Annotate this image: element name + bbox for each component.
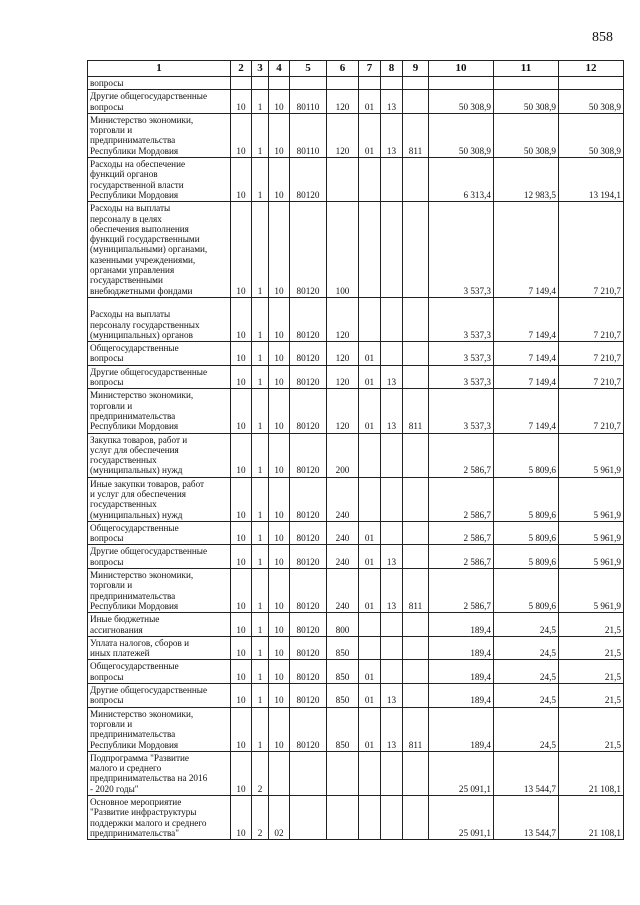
- cell-col-10: 50 308,9: [429, 90, 494, 114]
- row-name-cell: Другие общегосударственные вопросы: [88, 90, 231, 114]
- table-row: [88, 365, 624, 389]
- cell-col-7: 01: [359, 113, 381, 157]
- cell-col-5: 80110: [290, 90, 327, 114]
- cell-col-5: 80120: [290, 389, 327, 433]
- cell-col-3: 1: [252, 660, 269, 684]
- cell-col-5: 80120: [290, 569, 327, 613]
- cell-col-6: 120: [327, 90, 359, 114]
- cell-col-3: 1: [252, 613, 269, 637]
- cell-col-2: 10: [231, 569, 252, 613]
- table-row: [88, 158, 624, 202]
- cell-col-3: 1: [252, 365, 269, 389]
- cell-col-2: 10: [231, 297, 252, 341]
- cell-col-7: 01: [359, 90, 381, 114]
- table-row: [88, 660, 624, 684]
- row-name-cell: Общегосударственные вопросы: [88, 521, 231, 545]
- cell-col-9: [403, 613, 429, 637]
- cell-col-9: [403, 342, 429, 366]
- cell-col-8: [381, 342, 403, 366]
- cell-col-2: [231, 77, 252, 90]
- cell-col-7: [359, 433, 381, 477]
- cell-col-11: 24,5: [494, 707, 559, 751]
- table-row: [88, 636, 624, 660]
- cell-col-5: 80120: [290, 202, 327, 298]
- cell-col-9: [403, 545, 429, 569]
- cell-col-4: 02: [269, 796, 290, 840]
- column-header: 6: [327, 61, 359, 77]
- cell-col-7: [359, 77, 381, 90]
- cell-col-6: 120: [327, 342, 359, 366]
- cell-col-8: [381, 660, 403, 684]
- cell-col-5: 80120: [290, 433, 327, 477]
- cell-col-5: 80120: [290, 477, 327, 521]
- cell-col-8: [381, 158, 403, 202]
- cell-col-6: 120: [327, 365, 359, 389]
- row-name-cell: Иные бюджетные ассигнования: [88, 613, 231, 637]
- cell-col-4: 10: [269, 158, 290, 202]
- cell-col-3: 2: [252, 751, 269, 795]
- table-row: [88, 342, 624, 366]
- cell-col-3: 1: [252, 389, 269, 433]
- cell-col-10: 189,4: [429, 636, 494, 660]
- cell-col-7: 01: [359, 521, 381, 545]
- cell-col-10: 2 586,7: [429, 433, 494, 477]
- cell-col-8: [381, 297, 403, 341]
- cell-col-5: 80120: [290, 158, 327, 202]
- table-row: [88, 613, 624, 637]
- cell-col-4: 10: [269, 569, 290, 613]
- cell-col-12: 5 961,9: [559, 545, 624, 569]
- cell-col-4: 10: [269, 684, 290, 708]
- column-header: 7: [359, 61, 381, 77]
- cell-col-9: 811: [403, 569, 429, 613]
- cell-col-4: 10: [269, 545, 290, 569]
- cell-col-11: [494, 77, 559, 90]
- cell-col-12: 50 308,9: [559, 90, 624, 114]
- cell-col-11: 5 809,6: [494, 545, 559, 569]
- cell-col-12: [559, 77, 624, 90]
- cell-col-7: 01: [359, 569, 381, 613]
- cell-col-9: [403, 521, 429, 545]
- row-name-cell: Министерство экономики, торговли и предпринимательства Республики Мордовия: [88, 569, 231, 613]
- cell-col-10: 3 537,3: [429, 389, 494, 433]
- cell-col-2: 10: [231, 751, 252, 795]
- cell-col-4: 10: [269, 113, 290, 157]
- cell-col-12: 7 210,7: [559, 297, 624, 341]
- cell-col-8: [381, 202, 403, 298]
- cell-col-10: 3 537,3: [429, 297, 494, 341]
- cell-col-4: 10: [269, 365, 290, 389]
- cell-col-6: 100: [327, 202, 359, 298]
- page-number: 858: [592, 30, 613, 45]
- column-header: 2: [231, 61, 252, 77]
- cell-col-11: 7 149,4: [494, 342, 559, 366]
- cell-col-8: 13: [381, 90, 403, 114]
- cell-col-3: 1: [252, 477, 269, 521]
- cell-col-5: 80120: [290, 660, 327, 684]
- column-header: 4: [269, 61, 290, 77]
- table-row: [88, 751, 624, 795]
- cell-col-4: 10: [269, 660, 290, 684]
- cell-col-5: 80120: [290, 342, 327, 366]
- cell-col-12: 21,5: [559, 613, 624, 637]
- cell-col-5: 80120: [290, 636, 327, 660]
- column-header: 12: [559, 61, 624, 77]
- column-header: 3: [252, 61, 269, 77]
- cell-col-11: 7 149,4: [494, 297, 559, 341]
- cell-col-2: 10: [231, 389, 252, 433]
- cell-col-2: 10: [231, 342, 252, 366]
- cell-col-10: 189,4: [429, 707, 494, 751]
- cell-col-2: 10: [231, 90, 252, 114]
- cell-col-7: 01: [359, 707, 381, 751]
- cell-col-12: 21,5: [559, 684, 624, 708]
- cell-col-8: [381, 751, 403, 795]
- cell-col-8: 13: [381, 389, 403, 433]
- cell-col-2: 10: [231, 433, 252, 477]
- cell-col-12: 7 210,7: [559, 365, 624, 389]
- cell-col-4: 10: [269, 342, 290, 366]
- cell-col-7: [359, 158, 381, 202]
- cell-col-3: 1: [252, 707, 269, 751]
- cell-col-11: 7 149,4: [494, 202, 559, 298]
- cell-col-7: [359, 202, 381, 298]
- cell-col-11: 24,5: [494, 613, 559, 637]
- cell-col-7: 01: [359, 684, 381, 708]
- cell-col-3: 2: [252, 796, 269, 840]
- cell-col-4: 10: [269, 707, 290, 751]
- cell-col-5: [290, 796, 327, 840]
- cell-col-5: 80120: [290, 707, 327, 751]
- cell-col-12: 7 210,7: [559, 389, 624, 433]
- row-name-cell: Расходы на выплаты персоналу государственных (муниципальных) органов: [88, 297, 231, 341]
- header-row: [88, 61, 624, 77]
- cell-col-7: 01: [359, 389, 381, 433]
- cell-col-9: 811: [403, 707, 429, 751]
- cell-col-7: [359, 796, 381, 840]
- cell-col-8: 13: [381, 113, 403, 157]
- row-name-cell: Министерство экономики, торговли и предпринимательства Республики Мордовия: [88, 707, 231, 751]
- cell-col-11: 13 544,7: [494, 796, 559, 840]
- row-name-cell: Расходы на обеспечение функций органов государственной власти Республики Мордовия: [88, 158, 231, 202]
- cell-col-6: 240: [327, 477, 359, 521]
- column-header: 5: [290, 61, 327, 77]
- cell-col-4: 10: [269, 477, 290, 521]
- cell-col-5: 80120: [290, 613, 327, 637]
- cell-col-5: [290, 751, 327, 795]
- row-name-cell: Другие общегосударственные вопросы: [88, 365, 231, 389]
- row-name-cell: Подпрограмма "Развитие малого и среднего предпринимательства на 2016 - 2020 годы": [88, 751, 231, 795]
- cell-col-6: 240: [327, 569, 359, 613]
- table-row: [88, 389, 624, 433]
- cell-col-4: 10: [269, 433, 290, 477]
- table-row: [88, 707, 624, 751]
- cell-col-6: [327, 158, 359, 202]
- column-header: 1: [88, 61, 231, 77]
- cell-col-4: 10: [269, 636, 290, 660]
- table-row: [88, 113, 624, 157]
- cell-col-9: [403, 77, 429, 90]
- cell-col-10: 2 586,7: [429, 569, 494, 613]
- cell-col-2: 10: [231, 545, 252, 569]
- cell-col-10: 3 537,3: [429, 365, 494, 389]
- cell-col-10: 189,4: [429, 613, 494, 637]
- cell-col-4: 10: [269, 202, 290, 298]
- cell-col-10: 189,4: [429, 660, 494, 684]
- cell-col-8: [381, 521, 403, 545]
- cell-col-9: 811: [403, 389, 429, 433]
- cell-col-10: [429, 77, 494, 90]
- cell-col-2: 10: [231, 796, 252, 840]
- cell-col-9: [403, 158, 429, 202]
- cell-col-8: [381, 433, 403, 477]
- cell-col-12: 5 961,9: [559, 433, 624, 477]
- cell-col-3: 1: [252, 636, 269, 660]
- row-name-cell: Расходы на выплаты персоналу в целях обеспечения выполнения функций государственными (муниципальными) органами, казенными учреждениями, органами управления государственными внебюджетными фондами: [88, 202, 231, 298]
- cell-col-7: 01: [359, 342, 381, 366]
- row-name-cell: Закупка товаров, работ и услуг для обеспечения государственных (муниципальных) нужд: [88, 433, 231, 477]
- cell-col-2: 10: [231, 707, 252, 751]
- cell-col-7: [359, 751, 381, 795]
- cell-col-6: 120: [327, 389, 359, 433]
- cell-col-5: 80120: [290, 684, 327, 708]
- cell-col-9: 811: [403, 113, 429, 157]
- table-row: [88, 569, 624, 613]
- row-name-cell: Другие общегосударственные вопросы: [88, 545, 231, 569]
- cell-col-11: 7 149,4: [494, 365, 559, 389]
- cell-col-9: [403, 365, 429, 389]
- row-name-cell: Общегосударственные вопросы: [88, 660, 231, 684]
- cell-col-12: 7 210,7: [559, 202, 624, 298]
- cell-col-8: [381, 636, 403, 660]
- table-row: [88, 521, 624, 545]
- cell-col-12: 21 108,1: [559, 796, 624, 840]
- cell-col-12: 5 961,9: [559, 521, 624, 545]
- cell-col-5: 80120: [290, 545, 327, 569]
- cell-col-8: 13: [381, 569, 403, 613]
- cell-col-10: 25 091,1: [429, 751, 494, 795]
- cell-col-3: 1: [252, 521, 269, 545]
- row-name-cell: Общегосударственные вопросы: [88, 342, 231, 366]
- cell-col-6: 200: [327, 433, 359, 477]
- cell-col-4: [269, 77, 290, 90]
- column-header: 11: [494, 61, 559, 77]
- cell-col-8: [381, 77, 403, 90]
- table-row: [88, 202, 624, 298]
- cell-col-6: 850: [327, 684, 359, 708]
- table-row: [88, 684, 624, 708]
- cell-col-4: 10: [269, 521, 290, 545]
- table-row: [88, 77, 624, 90]
- table-row: [88, 433, 624, 477]
- cell-col-10: 6 313,4: [429, 158, 494, 202]
- cell-col-2: 10: [231, 158, 252, 202]
- cell-col-12: 50 308,9: [559, 113, 624, 157]
- cell-col-5: 80110: [290, 113, 327, 157]
- cell-col-2: 10: [231, 202, 252, 298]
- cell-col-10: 3 537,3: [429, 202, 494, 298]
- table-row: [88, 90, 624, 114]
- row-name-cell: Иные закупки товаров, работ и услуг для обеспечения государственных (муниципальных) нужд: [88, 477, 231, 521]
- cell-col-8: 13: [381, 365, 403, 389]
- cell-col-2: 10: [231, 636, 252, 660]
- cell-col-4: 10: [269, 297, 290, 341]
- cell-col-3: 1: [252, 297, 269, 341]
- cell-col-11: 5 809,6: [494, 521, 559, 545]
- table-row: [88, 545, 624, 569]
- cell-col-10: 2 586,7: [429, 477, 494, 521]
- cell-col-10: 50 308,9: [429, 113, 494, 157]
- cell-col-8: 13: [381, 545, 403, 569]
- cell-col-6: 240: [327, 521, 359, 545]
- row-name-cell: Уплата налогов, сборов и иных платежей: [88, 636, 231, 660]
- cell-col-11: 24,5: [494, 636, 559, 660]
- cell-col-9: [403, 636, 429, 660]
- cell-col-3: [252, 77, 269, 90]
- cell-col-11: 5 809,6: [494, 433, 559, 477]
- cell-col-10: 25 091,1: [429, 796, 494, 840]
- column-header: 10: [429, 61, 494, 77]
- column-header: 9: [403, 61, 429, 77]
- cell-col-11: 50 308,9: [494, 113, 559, 157]
- cell-col-8: [381, 796, 403, 840]
- cell-col-6: 850: [327, 660, 359, 684]
- column-header: 8: [381, 61, 403, 77]
- table-row: [88, 477, 624, 521]
- cell-col-11: 5 809,6: [494, 477, 559, 521]
- cell-col-12: 21,5: [559, 660, 624, 684]
- cell-col-12: 7 210,7: [559, 342, 624, 366]
- budget-table: [87, 60, 624, 840]
- cell-col-2: 10: [231, 660, 252, 684]
- row-name-cell: Другие общегосударственные вопросы: [88, 684, 231, 708]
- cell-col-12: 5 961,9: [559, 569, 624, 613]
- cell-col-12: 21 108,1: [559, 751, 624, 795]
- cell-col-11: 5 809,6: [494, 569, 559, 613]
- cell-col-12: 5 961,9: [559, 477, 624, 521]
- cell-col-5: 80120: [290, 297, 327, 341]
- cell-col-10: 189,4: [429, 684, 494, 708]
- cell-col-9: [403, 796, 429, 840]
- cell-col-2: 10: [231, 113, 252, 157]
- cell-col-3: 1: [252, 202, 269, 298]
- cell-col-2: 10: [231, 684, 252, 708]
- table-row: [88, 796, 624, 840]
- cell-col-11: 7 149,4: [494, 389, 559, 433]
- cell-col-2: 10: [231, 521, 252, 545]
- cell-col-3: 1: [252, 158, 269, 202]
- cell-col-2: 10: [231, 613, 252, 637]
- cell-col-8: [381, 477, 403, 521]
- cell-col-8: [381, 613, 403, 637]
- cell-col-6: [327, 751, 359, 795]
- cell-col-8: 13: [381, 684, 403, 708]
- cell-col-3: 1: [252, 684, 269, 708]
- cell-col-3: 1: [252, 90, 269, 114]
- cell-col-9: [403, 297, 429, 341]
- cell-col-6: 850: [327, 636, 359, 660]
- cell-col-9: [403, 433, 429, 477]
- cell-col-4: [269, 751, 290, 795]
- cell-col-4: 10: [269, 90, 290, 114]
- cell-col-5: 80120: [290, 521, 327, 545]
- cell-col-6: [327, 77, 359, 90]
- cell-col-12: 21,5: [559, 636, 624, 660]
- cell-col-9: [403, 660, 429, 684]
- cell-col-10: 3 537,3: [429, 342, 494, 366]
- cell-col-7: [359, 613, 381, 637]
- cell-col-12: 21,5: [559, 707, 624, 751]
- cell-col-7: 01: [359, 545, 381, 569]
- cell-col-7: 01: [359, 660, 381, 684]
- cell-col-3: 1: [252, 545, 269, 569]
- cell-col-2: 10: [231, 477, 252, 521]
- cell-col-10: 2 586,7: [429, 521, 494, 545]
- cell-col-6: 850: [327, 707, 359, 751]
- cell-col-5: [290, 77, 327, 90]
- cell-col-6: 120: [327, 297, 359, 341]
- row-name-cell: вопросы: [88, 77, 231, 90]
- cell-col-2: 10: [231, 365, 252, 389]
- cell-col-11: 50 308,9: [494, 90, 559, 114]
- cell-col-6: 240: [327, 545, 359, 569]
- cell-col-4: 10: [269, 613, 290, 637]
- cell-col-9: [403, 477, 429, 521]
- cell-col-7: [359, 477, 381, 521]
- cell-col-11: 24,5: [494, 684, 559, 708]
- cell-col-9: [403, 90, 429, 114]
- cell-col-4: 10: [269, 389, 290, 433]
- cell-col-6: [327, 796, 359, 840]
- cell-col-11: 13 544,7: [494, 751, 559, 795]
- cell-col-11: 12 983,5: [494, 158, 559, 202]
- cell-col-7: [359, 297, 381, 341]
- cell-col-8: 13: [381, 707, 403, 751]
- cell-col-7: [359, 636, 381, 660]
- cell-col-3: 1: [252, 569, 269, 613]
- cell-col-3: 1: [252, 433, 269, 477]
- cell-col-9: [403, 751, 429, 795]
- row-name-cell: Министерство экономики, торговли и предпринимательства Республики Мордовия: [88, 389, 231, 433]
- row-name-cell: Министерство экономики, торговли и предпринимательства Республики Мордовия: [88, 113, 231, 157]
- cell-col-5: 80120: [290, 365, 327, 389]
- row-name-cell: Основное мероприятие "Развитие инфраструктуры поддержки малого и среднего предпринимательства": [88, 796, 231, 840]
- cell-col-9: [403, 202, 429, 298]
- cell-col-7: 01: [359, 365, 381, 389]
- cell-col-12: 13 194,1: [559, 158, 624, 202]
- cell-col-11: 24,5: [494, 660, 559, 684]
- cell-col-3: 1: [252, 342, 269, 366]
- cell-col-3: 1: [252, 113, 269, 157]
- cell-col-10: 2 586,7: [429, 545, 494, 569]
- cell-col-6: 120: [327, 113, 359, 157]
- cell-col-6: 800: [327, 613, 359, 637]
- cell-col-9: [403, 684, 429, 708]
- table-row: [88, 297, 624, 341]
